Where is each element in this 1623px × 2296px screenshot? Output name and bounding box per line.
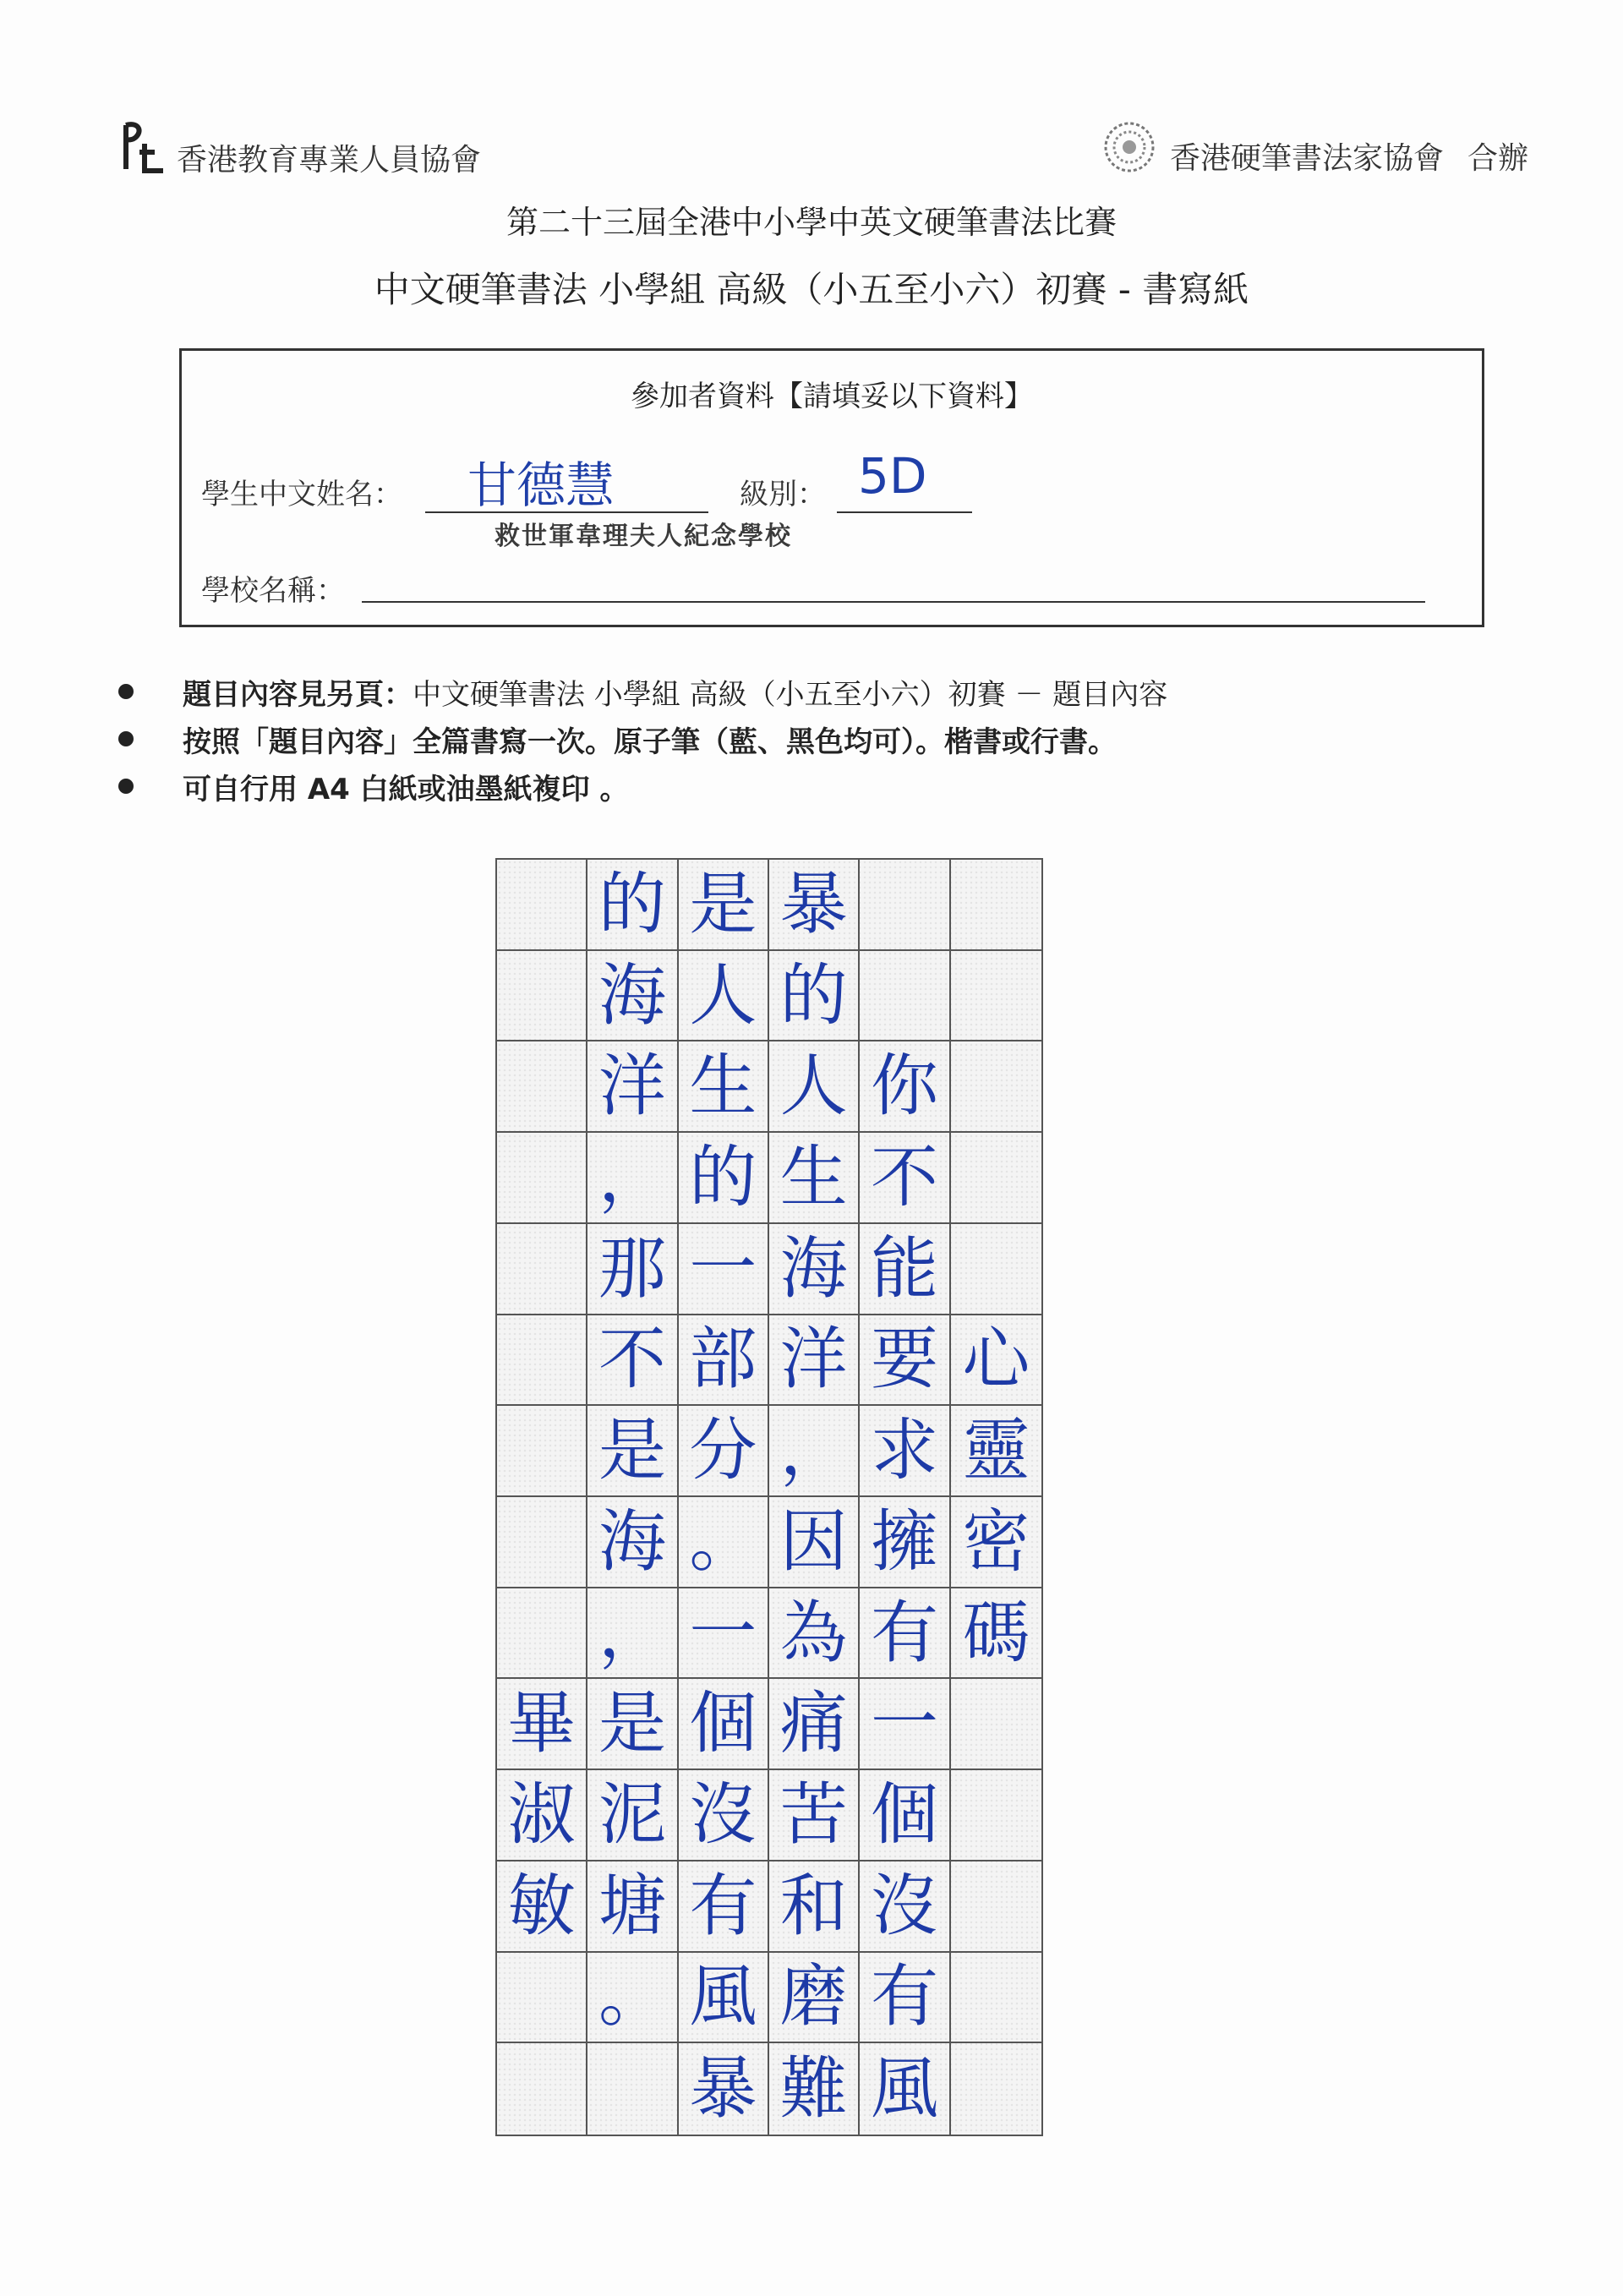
participant-info-box <box>179 348 1484 627</box>
grid-cell: 擁 <box>860 1497 950 1588</box>
instruction-bold: 可自行用 A4 白紙或油墨紙複印 。 <box>183 772 629 806</box>
bullet-icon <box>118 731 134 746</box>
grid-cell: 密 <box>951 1497 1041 1588</box>
grid-cell: 和 <box>769 1861 860 1953</box>
writing-grid <box>495 858 1043 2136</box>
class-label: 級別： <box>740 478 826 511</box>
grid-cell <box>951 1041 1041 1133</box>
grid-cell <box>951 1679 1041 1770</box>
grid-cell: 暴 <box>679 2043 769 2135</box>
calligraphy-association-logo-icon <box>1096 118 1163 178</box>
grid-cell: 有 <box>860 1588 950 1680</box>
grid-cell: 磨 <box>769 1953 860 2044</box>
name-label: 學生中文姓名： <box>201 478 402 511</box>
grid-cell: 一 <box>860 1679 950 1770</box>
grid-cell: 海 <box>587 951 678 1042</box>
grid-cell: 是 <box>587 1679 678 1770</box>
grid-cell: 淑 <box>497 1770 587 1861</box>
info-box-title: 參加者資料【請填妥以下資料】 <box>631 380 1033 413</box>
grid-cell: 畢 <box>497 1679 587 1770</box>
grid-cell <box>951 2043 1041 2135</box>
grid-cell <box>860 951 950 1042</box>
grid-cell <box>951 951 1041 1042</box>
grid-cell: 求 <box>860 1406 950 1497</box>
grid-cell: 泥 <box>587 1770 678 1861</box>
grid-cell: 苦 <box>769 1770 860 1861</box>
class-value: 5D <box>858 447 927 505</box>
grid-cell: 是 <box>679 860 769 951</box>
grid-cell: 洋 <box>587 1041 678 1133</box>
grid-cell: 部 <box>679 1315 769 1407</box>
grid-cell: 。 <box>587 1953 678 2044</box>
instruction-item <box>118 763 1513 810</box>
grid-cell: 暴 <box>769 860 860 951</box>
bullet-icon <box>118 779 134 794</box>
grid-cell: 人 <box>679 951 769 1042</box>
grid-cell: ， <box>587 1133 678 1224</box>
grid-cell: 個 <box>679 1679 769 1770</box>
grid-cell: 不 <box>587 1315 678 1407</box>
grid-cell <box>587 2043 678 2135</box>
bullet-icon <box>118 684 134 699</box>
grid-cell: 是 <box>587 1406 678 1497</box>
grid-cell: 海 <box>769 1224 860 1315</box>
sheet-subtitle: 中文硬筆書法 小學組 高級（小五至小六）初賽 - 書寫紙 <box>374 269 1249 310</box>
grid-cell: 的 <box>769 951 860 1042</box>
grid-cell: 那 <box>587 1224 678 1315</box>
grid-cell <box>951 1133 1041 1224</box>
grid-cell: 要 <box>860 1315 950 1407</box>
grid-cell: 的 <box>587 860 678 951</box>
grid-cell: 塘 <box>587 1861 678 1953</box>
grid-cell <box>951 860 1041 951</box>
grid-cell: 生 <box>769 1133 860 1224</box>
competition-title: 第二十三屆全港中小學中英文硬筆書法比賽 <box>505 204 1117 241</box>
grid-cell: 因 <box>769 1497 860 1588</box>
grid-cell <box>951 1861 1041 1953</box>
grid-cell: 。 <box>679 1497 769 1588</box>
grid-cell <box>951 1224 1041 1315</box>
instruction-bold: 題目內容見另頁： <box>183 677 413 712</box>
grid-cell: 一 <box>679 1224 769 1315</box>
organizer-left <box>114 118 481 179</box>
grid-cell: 沒 <box>679 1770 769 1861</box>
school-name-stamp: 救世軍韋理夫人紀念學校 <box>495 522 792 551</box>
instruction-text: 中文硬筆書法 小學組 高級（小五至小六）初賽 － 題目內容 <box>413 677 1168 712</box>
grid-cell: 難 <box>769 2043 860 2135</box>
grid-cell: 不 <box>860 1133 950 1224</box>
grid-cell: 有 <box>679 1861 769 1953</box>
grid-cell: 海 <box>587 1497 678 1588</box>
school-label: 學校名稱： <box>201 574 345 608</box>
instruction-bold: 按照「題目內容」全篇書寫一次。原子筆（藍、黑色均可）。楷書或行書。 <box>183 724 1117 759</box>
name-value: 甘德慧 <box>467 456 615 514</box>
class-underline <box>837 511 972 513</box>
grid-cell: 碼 <box>951 1588 1041 1680</box>
grid-cell: 痛 <box>769 1679 860 1770</box>
school-underline <box>362 601 1425 603</box>
grid-cell: 風 <box>860 2043 950 2135</box>
organizer-left-name: 香港教育專業人員協會 <box>177 143 482 178</box>
co-organize-label: 合辦 <box>1467 141 1528 176</box>
grid-cell: 心 <box>951 1315 1041 1407</box>
grid-cell: 敏 <box>497 1861 587 1953</box>
grid-cell <box>860 860 950 951</box>
grid-cell: 靈 <box>951 1406 1041 1497</box>
hkptu-logo-icon <box>114 118 168 179</box>
grid-cell: 人 <box>769 1041 860 1133</box>
grid-cell <box>497 1953 587 2044</box>
grid-cell <box>497 1406 587 1497</box>
grid-cell <box>951 1770 1041 1861</box>
organizer-right-name: 香港硬筆書法家協會 <box>1169 141 1444 176</box>
instruction-item <box>118 668 1513 715</box>
grid-cell: 有 <box>860 1953 950 2044</box>
grid-cell: 個 <box>860 1770 950 1861</box>
grid-cell: 的 <box>679 1133 769 1224</box>
grid-cell <box>497 1224 587 1315</box>
grid-cell <box>497 2043 587 2135</box>
grid-cell <box>497 1497 587 1588</box>
grid-cell: 生 <box>679 1041 769 1133</box>
grid-cell <box>497 1315 587 1407</box>
grid-cell <box>497 860 587 951</box>
grid-cell: 風 <box>679 1953 769 2044</box>
instructions-list <box>118 668 1513 810</box>
grid-cell: ， <box>769 1406 860 1497</box>
grid-cell: 能 <box>860 1224 950 1315</box>
grid-cell: ， <box>587 1588 678 1680</box>
grid-cell: 為 <box>769 1588 860 1680</box>
instruction-item <box>118 715 1513 763</box>
grid-cell: 一 <box>679 1588 769 1680</box>
grid-cell: 你 <box>860 1041 950 1133</box>
organizer-right <box>1096 118 1528 178</box>
grid-cell <box>497 1588 587 1680</box>
grid-cell <box>497 1133 587 1224</box>
grid-cell: 分 <box>679 1406 769 1497</box>
grid-cell <box>497 1041 587 1133</box>
grid-cell: 沒 <box>860 1861 950 1953</box>
grid-cell <box>497 951 587 1042</box>
grid-cell <box>951 1953 1041 2044</box>
grid-cell: 洋 <box>769 1315 860 1407</box>
